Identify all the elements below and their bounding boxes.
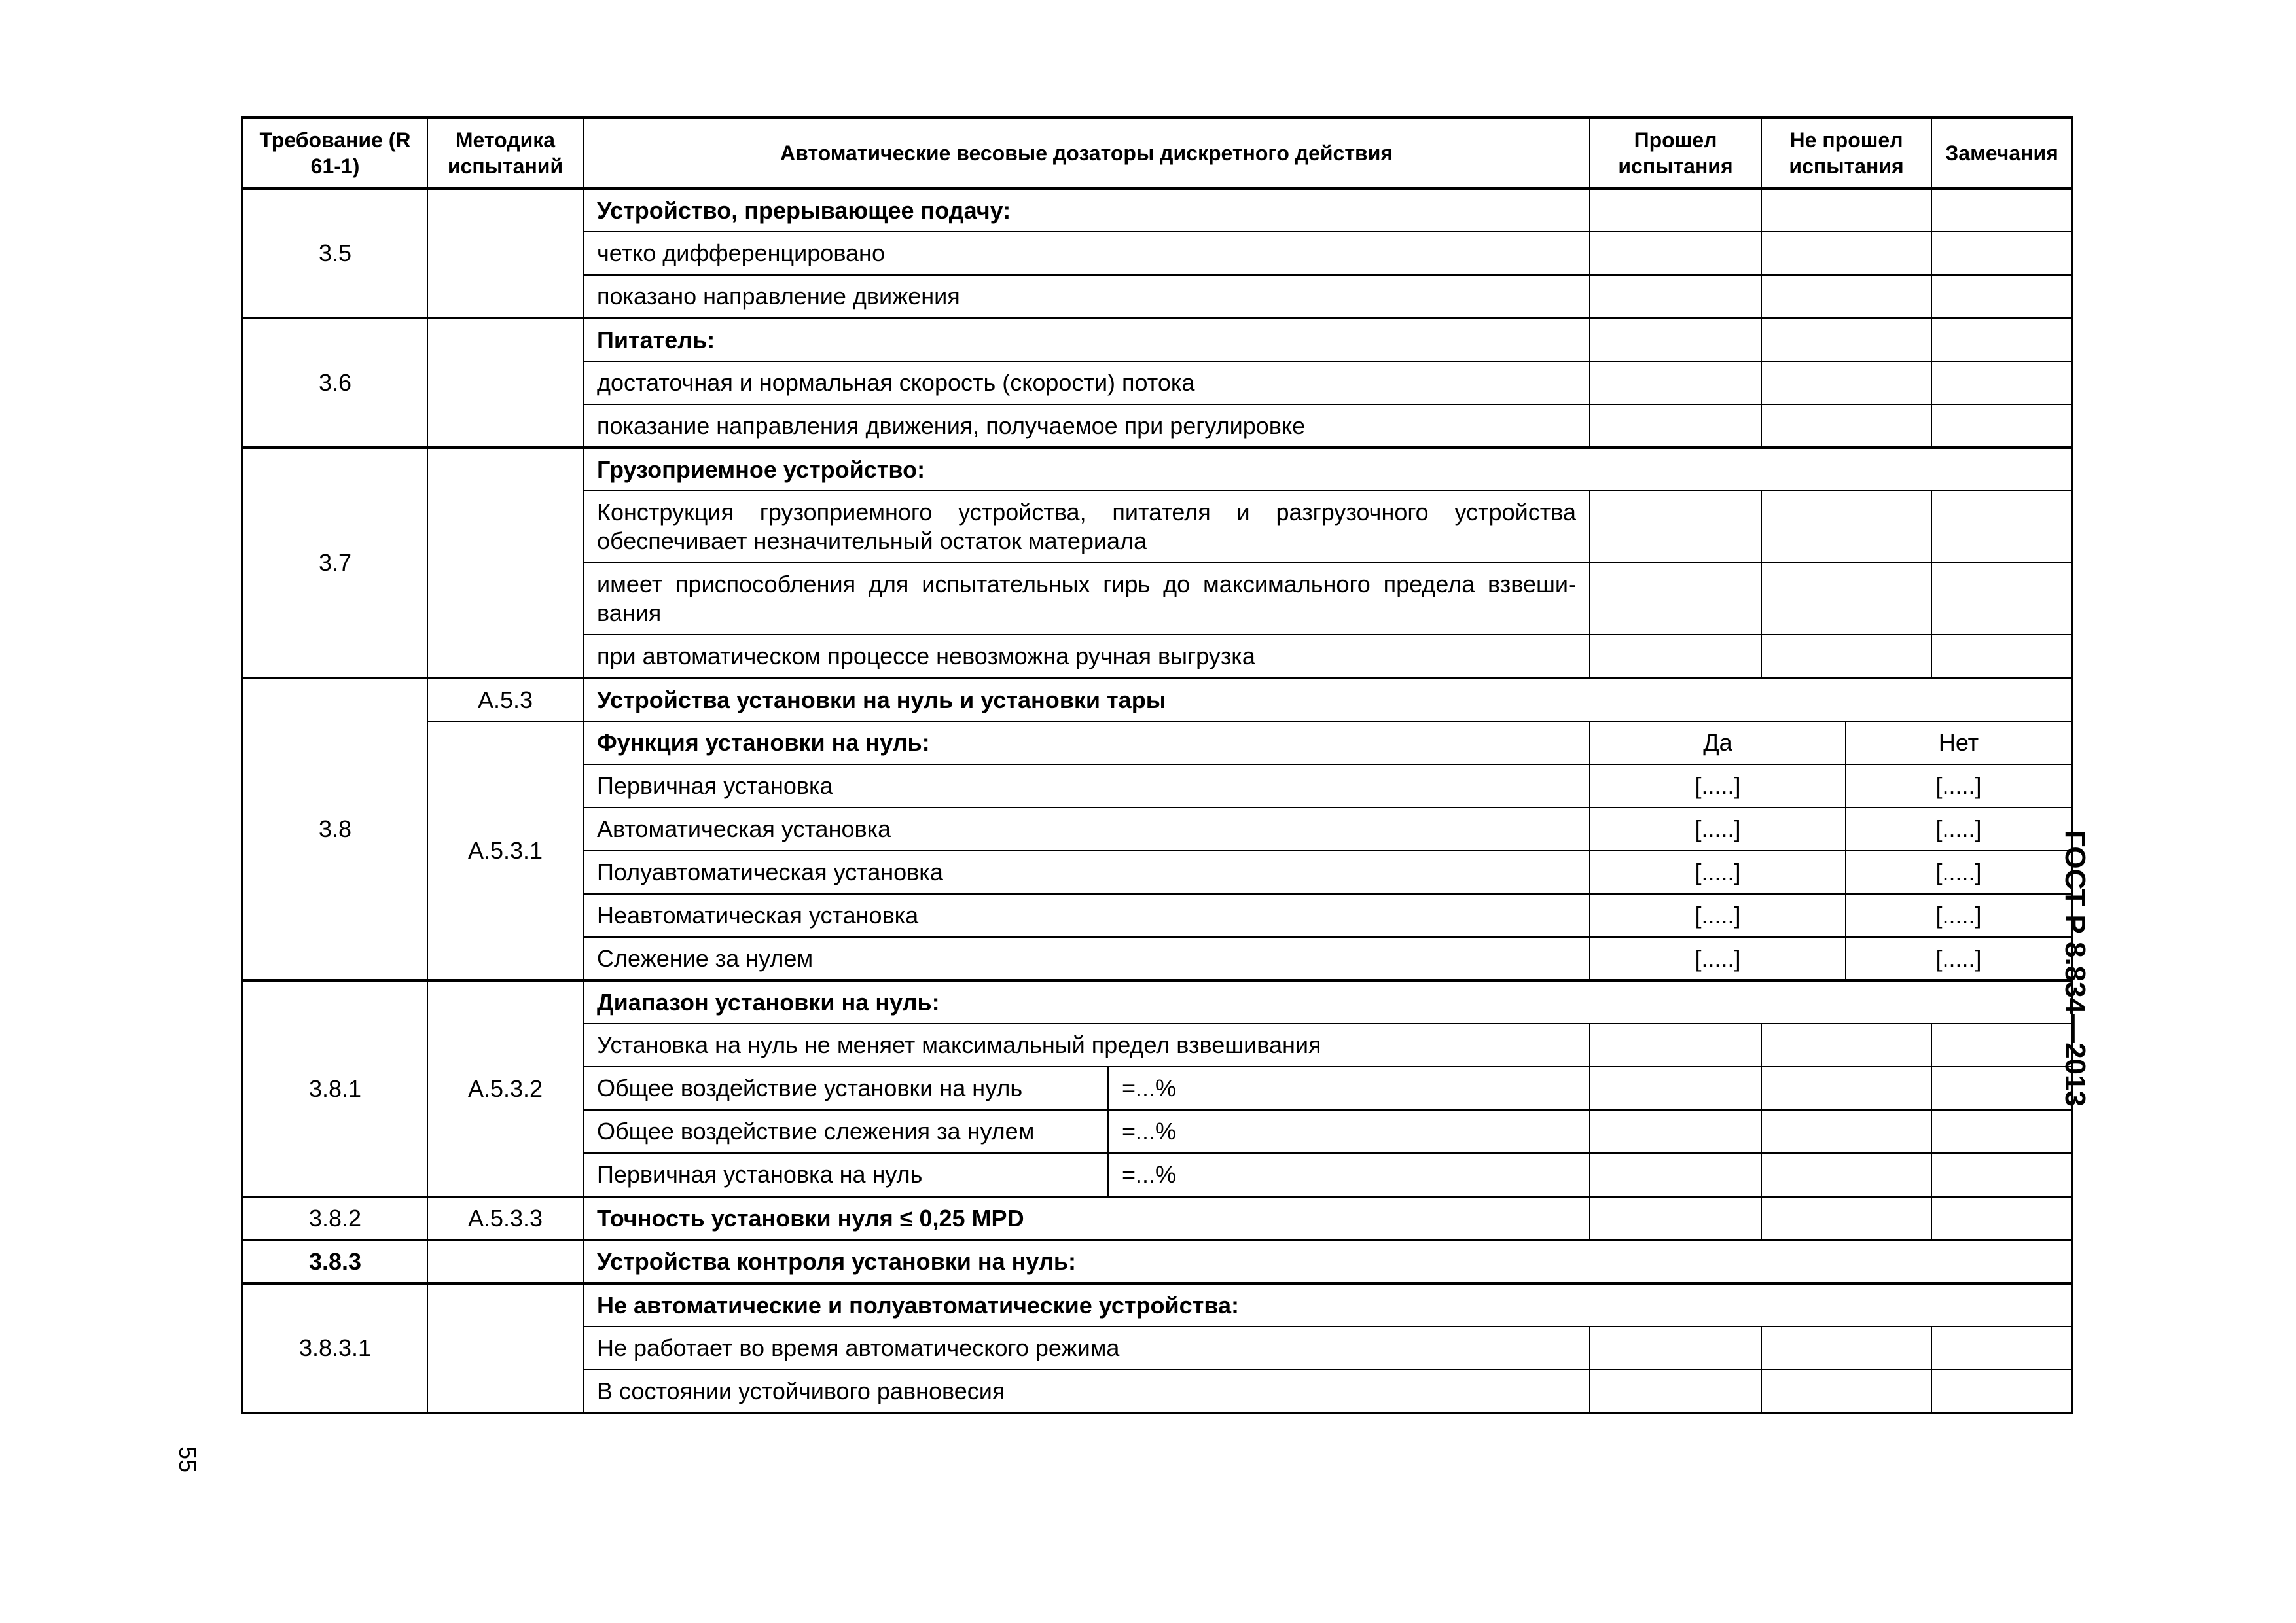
- passed-cell: [1590, 1153, 1761, 1197]
- failed-cell: [1761, 1327, 1931, 1370]
- requirement-cell: 3.8.3: [242, 1240, 427, 1283]
- yes-cell: [.....]: [1590, 764, 1846, 808]
- row-heading: Точность установки нуля ≤ 0,25 MPD: [583, 1197, 1590, 1240]
- failed-cell: [1761, 318, 1931, 361]
- row-item: Не работает во время автоматического режима: [583, 1327, 1590, 1370]
- passed-cell: [1590, 1110, 1761, 1153]
- passed-cell: [1590, 1197, 1761, 1240]
- remarks-cell: [1931, 318, 2072, 361]
- value-label: Первичная установка на нуль: [584, 1154, 1109, 1196]
- yes-cell: [.....]: [1590, 937, 1846, 980]
- row-item: Неавтоматическая установка: [583, 894, 1590, 937]
- requirement-cell: 3.8.1: [242, 980, 427, 1197]
- passed-cell: [1590, 563, 1761, 635]
- remarks-cell: [1931, 563, 2072, 635]
- remarks-cell: [1931, 1024, 2072, 1067]
- header-requirement: Требование (R 61-1): [242, 118, 427, 188]
- standard-designation: ГОСТ Р 8.834—2013: [2059, 830, 2091, 1107]
- table-row: [242, 721, 2072, 764]
- row-item: В состоянии устойчивого равновесия: [583, 1370, 1590, 1413]
- remarks-cell: [1931, 1153, 2072, 1197]
- remarks-cell: [1931, 635, 2072, 678]
- yes-cell: [.....]: [1590, 851, 1846, 894]
- no-cell: [.....]: [1846, 808, 2072, 851]
- row-item: имеет приспособления для испытательных гирь до максимального предела взвеши-вания: [583, 563, 1590, 635]
- row-heading: Устройства установки на нуль и установки тары: [583, 678, 2072, 721]
- failed-cell: [1761, 232, 1931, 275]
- value-item-cell: [583, 1067, 1590, 1110]
- row-heading: Не автоматические и полуавтоматические устройства:: [583, 1283, 2072, 1327]
- row-item: Полуавтоматическая установка: [583, 851, 1590, 894]
- failed-cell: [1761, 563, 1931, 635]
- row-heading: Диапазон установки на нуль:: [583, 980, 2072, 1024]
- passed-cell: [1590, 188, 1761, 232]
- row-item: Автоматическая установка: [583, 808, 1590, 851]
- method-cell: [427, 448, 583, 678]
- no-cell: [.....]: [1846, 894, 2072, 937]
- failed-cell: [1761, 635, 1931, 678]
- remarks-cell: [1931, 232, 2072, 275]
- requirement-cell: 3.5: [242, 188, 427, 318]
- remarks-cell: [1931, 1197, 2072, 1240]
- method-cell: [427, 318, 583, 448]
- header-remarks: Замечания: [1931, 118, 2072, 188]
- table-row: [242, 678, 2072, 721]
- requirement-cell: 3.8: [242, 678, 427, 980]
- remarks-cell: [1931, 361, 2072, 404]
- passed-cell: [1590, 1067, 1761, 1110]
- failed-cell: [1761, 491, 1931, 563]
- passed-cell: [1590, 361, 1761, 404]
- row-item: показано направление движения: [583, 275, 1590, 318]
- method-cell: A.5.3.2: [427, 980, 583, 1197]
- value-item-cell: [583, 1110, 1590, 1153]
- failed-cell: [1761, 1370, 1931, 1413]
- yes-cell: [.....]: [1590, 808, 1846, 851]
- no-cell: [.....]: [1846, 937, 2072, 980]
- yes-header: Да: [1590, 721, 1846, 764]
- table-row: [242, 188, 2072, 232]
- remarks-cell: [1931, 275, 2072, 318]
- yes-cell: [.....]: [1590, 894, 1846, 937]
- requirement-cell: 3.8.2: [242, 1197, 427, 1240]
- value-label: Общее воздействие слежения за нулем: [584, 1111, 1109, 1152]
- remarks-cell: [1931, 404, 2072, 448]
- failed-cell: [1761, 1197, 1931, 1240]
- row-heading: Устройство, прерывающее подачу:: [583, 188, 1590, 232]
- header-passed: Прошел испытания: [1590, 118, 1761, 188]
- requirements-table: [241, 116, 2073, 1414]
- failed-cell: [1761, 275, 1931, 318]
- passed-cell: [1590, 1370, 1761, 1413]
- table-row: [242, 980, 2072, 1024]
- failed-cell: [1761, 1024, 1931, 1067]
- passed-cell: [1590, 275, 1761, 318]
- requirement-cell: 3.7: [242, 448, 427, 678]
- method-cell: [427, 1240, 583, 1283]
- method-cell: A.5.3: [427, 678, 583, 721]
- row-item: Слежение за нулем: [583, 937, 1590, 980]
- remarks-cell: [1931, 1370, 2072, 1413]
- remarks-cell: [1931, 1067, 2072, 1110]
- page-number: 55: [174, 1446, 201, 1473]
- failed-cell: [1761, 1153, 1931, 1197]
- no-cell: [.....]: [1846, 851, 2072, 894]
- row-heading: Грузоприемное устройство:: [583, 448, 2072, 491]
- requirement-cell: 3.6: [242, 318, 427, 448]
- method-cell: A.5.3.1: [427, 721, 583, 980]
- row-item: при автоматическом процессе невозможна ручная выгрузка: [583, 635, 1590, 678]
- table-row: [242, 1283, 2072, 1327]
- passed-cell: [1590, 404, 1761, 448]
- table-row: [242, 1240, 2072, 1283]
- failed-cell: [1761, 188, 1931, 232]
- value-item-cell: [583, 1153, 1590, 1197]
- passed-cell: [1590, 232, 1761, 275]
- value-label: Общее воздействие установки на нуль: [584, 1067, 1109, 1109]
- remarks-cell: [1931, 1327, 2072, 1370]
- header-title: Автоматические весовые дозаторы дискретного действия: [583, 118, 1590, 188]
- row-heading: Питатель:: [583, 318, 1590, 361]
- row-item: четко дифференцировано: [583, 232, 1590, 275]
- remarks-cell: [1931, 491, 2072, 563]
- row-item: показание направления движения, получаемое при регулировке: [583, 404, 1590, 448]
- passed-cell: [1590, 491, 1761, 563]
- table-row: [242, 448, 2072, 491]
- failed-cell: [1761, 404, 1931, 448]
- no-header: Нет: [1846, 721, 2072, 764]
- method-cell: [427, 188, 583, 318]
- failed-cell: [1761, 361, 1931, 404]
- function-heading: Функция установки на нуль:: [583, 721, 1590, 764]
- failed-cell: [1761, 1067, 1931, 1110]
- passed-cell: [1590, 318, 1761, 361]
- row-heading: Устройства контроля установки на нуль:: [583, 1240, 2072, 1283]
- remarks-cell: [1931, 1110, 2072, 1153]
- failed-cell: [1761, 1110, 1931, 1153]
- row-item: достаточная и нормальная скорость (скорости) потока: [583, 361, 1590, 404]
- row-item: Установка на нуль не меняет максимальный предел взвешивания: [583, 1024, 1590, 1067]
- row-item: Конструкция грузоприемного устройства, питателя и разгрузочного устройства обеспечивает незначительный остаток материала: [583, 491, 1590, 563]
- method-cell: [427, 1283, 583, 1413]
- passed-cell: [1590, 635, 1761, 678]
- table-header-row: [242, 118, 2072, 188]
- value-field: =...%: [1122, 1161, 1177, 1188]
- requirement-cell: 3.8.3.1: [242, 1283, 427, 1413]
- header-failed: Не прошел испытания: [1761, 118, 1931, 188]
- header-method: Методика испытаний: [427, 118, 583, 188]
- table-row: [242, 318, 2072, 361]
- no-cell: [.....]: [1846, 764, 2072, 808]
- passed-cell: [1590, 1024, 1761, 1067]
- passed-cell: [1590, 1327, 1761, 1370]
- table-row: [242, 1197, 2072, 1240]
- value-field: =...%: [1122, 1118, 1177, 1145]
- value-field: =...%: [1122, 1075, 1177, 1101]
- row-item: Первичная установка: [583, 764, 1590, 808]
- method-cell: A.5.3.3: [427, 1197, 583, 1240]
- remarks-cell: [1931, 188, 2072, 232]
